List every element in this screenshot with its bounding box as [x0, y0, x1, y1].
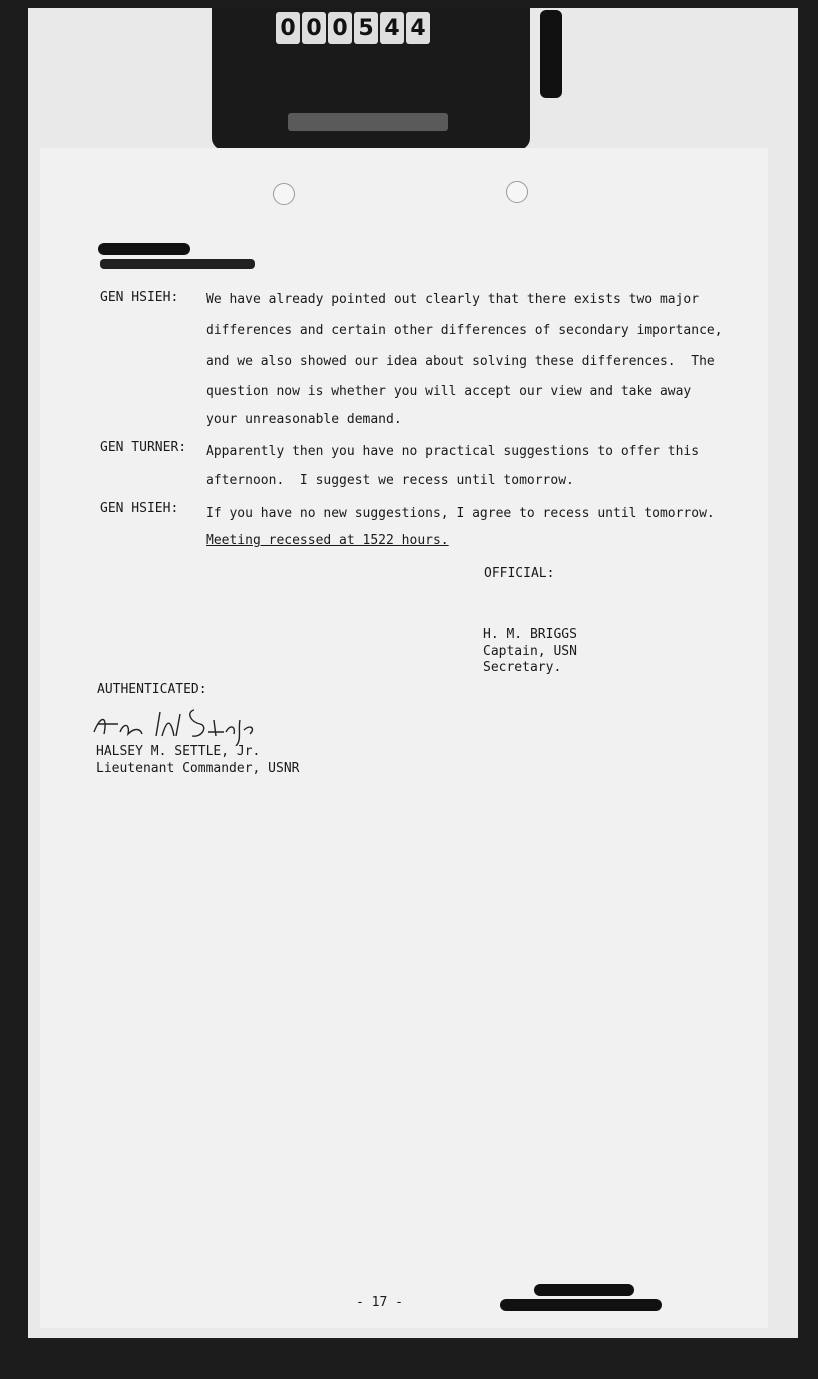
transcript-line: We have already pointed out clearly that there exists two major: [206, 292, 700, 307]
punch-hole: [273, 183, 295, 205]
transcript-line: Apparently then you have no practical suggestions to offer this: [206, 444, 700, 459]
counter-digit: 0: [302, 12, 326, 44]
authenticated-heading: AUTHENTICATED:: [97, 682, 207, 697]
counter-plate: [288, 113, 448, 131]
counter-digit: 5: [354, 12, 378, 44]
speaker-label: GEN TURNER:: [100, 440, 187, 455]
transcript-line: If you have no new suggestions, I agree to recess until tomorrow.: [206, 506, 715, 521]
transcript-line: differences and certain other differences of secondary importance,: [206, 323, 723, 338]
handwritten-signature: [90, 702, 270, 746]
transcript-line: afternoon. I suggest we recess until tomorrow.: [206, 473, 574, 488]
official-rank: Captain, USN: [483, 644, 577, 659]
transcript-line: your unreasonable demand.: [206, 412, 402, 427]
counter-knob: [540, 10, 562, 98]
speaker-label: GEN HSIEH:: [100, 501, 179, 516]
counter-digit: 4: [380, 12, 404, 44]
redaction-mark: [500, 1299, 662, 1311]
page-number: - 17 -: [356, 1295, 403, 1310]
counter-digit: 0: [276, 12, 300, 44]
official-heading: OFFICIAL:: [484, 566, 555, 581]
counter-digit: 4: [406, 12, 430, 44]
punch-hole: [506, 181, 528, 203]
redaction-mark: [100, 259, 255, 269]
recess-note: Meeting recessed at 1522 hours.: [206, 533, 449, 548]
speaker-label: GEN HSIEH:: [100, 290, 179, 305]
frame-counter: [276, 12, 430, 44]
authenticated-rank: Lieutenant Commander, USNR: [96, 761, 300, 776]
transcript-line: and we also showed our idea about solving these differences. The: [206, 354, 715, 369]
redaction-mark: [98, 243, 190, 255]
transcript-line: question now is whether you will accept our view and take away: [206, 384, 692, 399]
official-role: Secretary.: [483, 660, 562, 675]
counter-digit: 0: [328, 12, 352, 44]
authenticated-name: HALSEY M. SETTLE, Jr.: [96, 744, 261, 759]
official-name: H. M. BRIGGS: [483, 627, 577, 642]
redaction-mark: [534, 1284, 634, 1296]
